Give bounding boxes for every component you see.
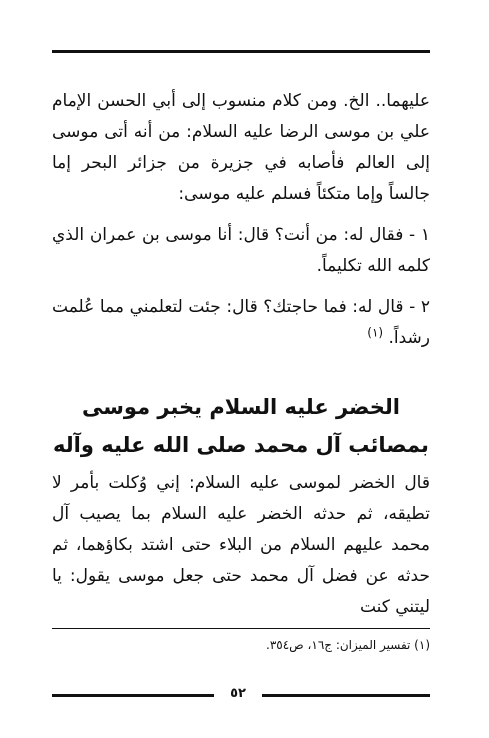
- paragraph-3-text: ٢ - قال له: فما حاجتك؟ قال: جئت لتعلمني مما عُلمت رشداً.: [52, 297, 430, 348]
- page-number: ٥٢: [230, 686, 246, 701]
- heading-line-2: بمصائب آل محمد صلى الله عليه وآله: [53, 433, 429, 457]
- top-rule: [52, 50, 430, 53]
- paragraph-3: [52, 292, 430, 354]
- body-text-after-heading: [52, 468, 430, 623]
- paragraph-4: قال الخضر لموسى عليه السلام: إني وُكلت بأمر لا تطيقه، ثم حدثه الخضر عليه السلام بما يصيب آل محمد عليهم السلام من البلاء حتى اشتد بكاؤهما، ثم حدثه عن فضل آل محمد حتى جعل موسى يقول: يا ليتني كنت: [52, 473, 430, 617]
- bottom-rule-left: [52, 694, 214, 697]
- section-heading: [52, 388, 430, 464]
- body-text: [52, 86, 430, 354]
- footnote-rule: [52, 628, 430, 629]
- bottom-rule-right: [262, 694, 430, 697]
- paragraph-1: عليهما.. الخ. ومن كلام منسوب إلى أبي الحسن الإمام علي بن موسى الرضا عليه السلام: من أنه أتى موسى إلى العالم فأصابه في جزيرة من جزائر البحر إما جالساً وإما متكئاً فسلم عليه موسى:: [52, 91, 430, 204]
- heading-line-1: الخضر عليه السلام يخبر موسى: [82, 395, 400, 419]
- footnote-reference: (١): [367, 325, 384, 340]
- paragraph-2: ١ - فقال له: من أنت؟ قال: أنا موسى بن عمران الذي كلمه الله تكليماً.: [52, 225, 430, 276]
- footnote: (١) تفسير الميزان: ج١٦، ص٣٥٤.: [266, 638, 430, 652]
